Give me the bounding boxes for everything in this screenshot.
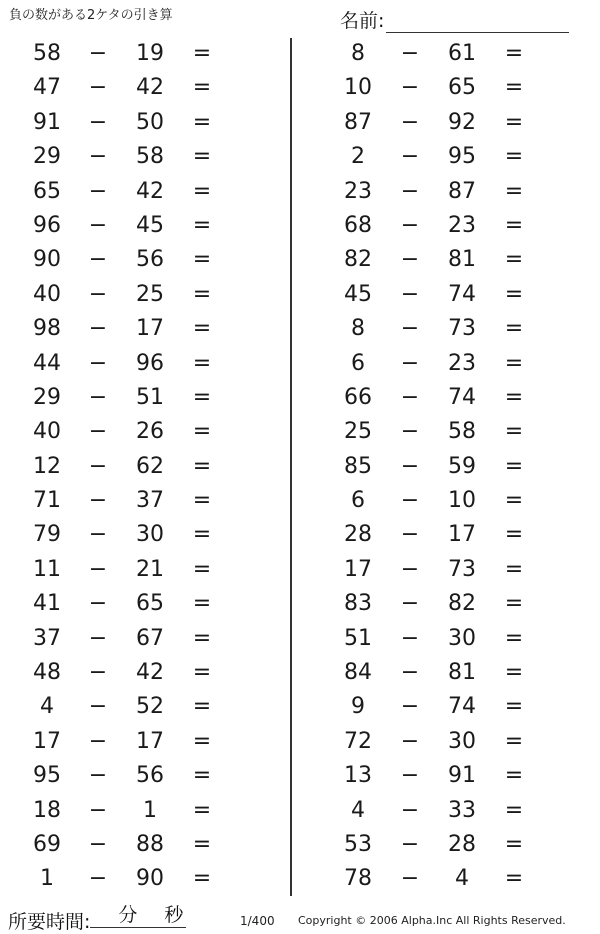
time-label: 所要時間: (8, 911, 91, 933)
minuend: 10 (344, 75, 372, 101)
minuend: 23 (344, 178, 372, 204)
minuend: 6 (351, 350, 365, 376)
equals-sign: = (504, 488, 524, 514)
minuend: 47 (33, 75, 61, 101)
minus-sign: − (400, 212, 420, 238)
subtrahend: 17 (136, 728, 164, 754)
minuend: 4 (351, 797, 365, 823)
minuend: 78 (344, 866, 372, 892)
subtrahend: 82 (448, 591, 476, 617)
subtrahend: 59 (448, 453, 476, 479)
subtrahend: 50 (136, 109, 164, 135)
minuend: 69 (33, 831, 61, 857)
minuend: 11 (33, 556, 61, 582)
minus-sign: − (88, 522, 108, 548)
equals-sign: = (504, 866, 524, 892)
equals-sign: = (504, 556, 524, 582)
minus-sign: − (400, 41, 420, 66)
minuend: 45 (344, 281, 372, 307)
subtrahend: 10 (448, 488, 476, 514)
minuend: 41 (33, 591, 61, 617)
minuend: 25 (344, 419, 372, 445)
subtrahend: 30 (448, 728, 476, 754)
minuend: 53 (344, 831, 372, 857)
minus-sign: − (400, 522, 420, 548)
minuend: 8 (351, 41, 365, 66)
equals-sign: = (192, 453, 212, 479)
subtrahend: 21 (136, 556, 164, 582)
minus-sign: − (88, 247, 108, 273)
equals-sign: = (192, 316, 212, 342)
name-label: 名前: (340, 10, 385, 32)
subtrahend: 17 (136, 316, 164, 342)
minuend: 51 (344, 625, 372, 651)
column-divider (290, 38, 292, 896)
equals-sign: = (504, 453, 524, 479)
equals-sign: = (504, 384, 524, 410)
equals-sign: = (192, 556, 212, 582)
equals-sign: = (192, 728, 212, 754)
equals-sign: = (192, 350, 212, 376)
equals-sign: = (192, 384, 212, 410)
subtrahend: 1 (143, 797, 157, 823)
minus-sign: − (88, 453, 108, 479)
minus-sign: − (400, 178, 420, 204)
minus-sign: − (88, 419, 108, 445)
subtrahend: 87 (448, 178, 476, 204)
minuend: 83 (344, 591, 372, 617)
minus-sign: − (88, 728, 108, 754)
minus-sign: − (88, 763, 108, 789)
subtrahend: 74 (448, 384, 476, 410)
subtrahend: 96 (136, 350, 164, 376)
subtrahend: 56 (136, 763, 164, 789)
minus-sign: − (88, 488, 108, 514)
minuend: 72 (344, 728, 372, 754)
equals-sign: = (504, 144, 524, 170)
minus-sign: − (400, 247, 420, 273)
minuend: 29 (33, 144, 61, 170)
minus-sign: − (400, 453, 420, 479)
equals-sign: = (504, 728, 524, 754)
minuend: 2 (351, 144, 365, 170)
equals-sign: = (504, 41, 524, 66)
minus-sign: − (400, 728, 420, 754)
minuend: 98 (33, 316, 61, 342)
minus-sign: − (88, 41, 108, 66)
subtrahend: 73 (448, 316, 476, 342)
minuend: 1 (40, 866, 54, 892)
equals-sign: = (504, 212, 524, 238)
minuend: 9 (351, 694, 365, 720)
minuend: 90 (33, 247, 61, 273)
equals-sign: = (192, 694, 212, 720)
minuend: 12 (33, 453, 61, 479)
minus-sign: − (400, 831, 420, 857)
minuend: 71 (33, 488, 61, 514)
minuend: 68 (344, 212, 372, 238)
equals-sign: = (504, 109, 524, 135)
minuend: 40 (33, 419, 61, 445)
subtrahend: 4 (455, 866, 469, 892)
subtrahend: 88 (136, 831, 164, 857)
time-required (8, 905, 186, 934)
subtrahend: 81 (448, 247, 476, 273)
subtrahend: 42 (136, 75, 164, 101)
minuend: 79 (33, 522, 61, 548)
minuend: 95 (33, 763, 61, 789)
minus-sign: − (88, 660, 108, 686)
minus-sign: − (400, 625, 420, 651)
equals-sign: = (504, 660, 524, 686)
equals-sign: = (192, 41, 212, 66)
subtrahend: 91 (448, 763, 476, 789)
minuend: 13 (344, 763, 372, 789)
minus-sign: − (400, 763, 420, 789)
equals-sign: = (192, 866, 212, 892)
minus-sign: − (400, 866, 420, 892)
subtrahend: 73 (448, 556, 476, 582)
minuend: 82 (344, 247, 372, 273)
worksheet-title: 負の数がある2ケタの引き算 (9, 8, 173, 23)
subtrahend: 62 (136, 453, 164, 479)
minus-sign: − (400, 797, 420, 823)
equals-sign: = (504, 247, 524, 273)
equals-sign: = (504, 694, 524, 720)
subtrahend: 42 (136, 660, 164, 686)
subtrahend: 30 (136, 522, 164, 548)
minus-sign: − (400, 350, 420, 376)
minus-sign: − (400, 316, 420, 342)
minuend: 66 (344, 384, 372, 410)
minus-sign: − (400, 109, 420, 135)
equals-sign: = (192, 75, 212, 101)
minus-sign: − (88, 831, 108, 857)
subtrahend: 65 (448, 75, 476, 101)
equals-sign: = (192, 488, 212, 514)
subtrahend: 19 (136, 41, 164, 66)
subtrahend: 95 (448, 144, 476, 170)
minuend: 96 (33, 212, 61, 238)
subtrahend: 61 (448, 41, 476, 66)
equals-sign: = (504, 178, 524, 204)
equals-sign: = (192, 419, 212, 445)
minuend: 8 (351, 316, 365, 342)
minus-sign: − (400, 75, 420, 101)
minuend: 4 (40, 694, 54, 720)
subtrahend: 74 (448, 281, 476, 307)
minuend: 87 (344, 109, 372, 135)
subtrahend: 65 (136, 591, 164, 617)
equals-sign: = (192, 109, 212, 135)
subtrahend: 92 (448, 109, 476, 135)
equals-sign: = (504, 350, 524, 376)
equals-sign: = (192, 522, 212, 548)
equals-sign: = (504, 763, 524, 789)
equals-sign: = (192, 625, 212, 651)
minuend: 65 (33, 178, 61, 204)
subtrahend: 56 (136, 247, 164, 273)
minuend: 17 (344, 556, 372, 582)
minus-sign: − (88, 178, 108, 204)
name-blank-line[interactable] (386, 14, 569, 33)
equals-sign: = (192, 178, 212, 204)
minuend: 44 (33, 350, 61, 376)
equals-sign: = (192, 281, 212, 307)
minuend: 48 (33, 660, 61, 686)
minus-sign: − (400, 591, 420, 617)
time-blank-line[interactable] (90, 905, 186, 928)
minuend: 91 (33, 109, 61, 135)
page-number: 1/400 (240, 914, 275, 928)
minus-sign: − (400, 384, 420, 410)
subtrahend: 33 (448, 797, 476, 823)
minutes-unit: 分 (118, 904, 138, 926)
minus-sign: − (88, 591, 108, 617)
minus-sign: − (88, 316, 108, 342)
subtrahend: 23 (448, 350, 476, 376)
equals-sign: = (504, 419, 524, 445)
subtrahend: 37 (136, 488, 164, 514)
equals-sign: = (504, 75, 524, 101)
equals-sign: = (504, 316, 524, 342)
minus-sign: − (88, 866, 108, 892)
minuend: 29 (33, 384, 61, 410)
minus-sign: − (88, 109, 108, 135)
name-field (340, 6, 569, 33)
equals-sign: = (504, 797, 524, 823)
equals-sign: = (192, 660, 212, 686)
equals-sign: = (192, 797, 212, 823)
minus-sign: − (400, 694, 420, 720)
minus-sign: − (400, 281, 420, 307)
minus-sign: − (88, 625, 108, 651)
minus-sign: − (400, 144, 420, 170)
equals-sign: = (192, 763, 212, 789)
subtrahend: 51 (136, 384, 164, 410)
subtrahend: 23 (448, 212, 476, 238)
minus-sign: − (88, 144, 108, 170)
equals-sign: = (192, 831, 212, 857)
subtrahend: 52 (136, 694, 164, 720)
equals-sign: = (504, 625, 524, 651)
subtrahend: 17 (448, 522, 476, 548)
minus-sign: − (400, 660, 420, 686)
minus-sign: − (400, 488, 420, 514)
minuend: 6 (351, 488, 365, 514)
seconds-unit: 秒 (164, 904, 184, 926)
minus-sign: − (400, 419, 420, 445)
subtrahend: 25 (136, 281, 164, 307)
minuend: 18 (33, 797, 61, 823)
subtrahend: 58 (136, 144, 164, 170)
minus-sign: − (88, 797, 108, 823)
minus-sign: − (88, 384, 108, 410)
equals-sign: = (504, 522, 524, 548)
equals-sign: = (192, 212, 212, 238)
minus-sign: − (88, 212, 108, 238)
subtrahend: 81 (448, 660, 476, 686)
subtrahend: 42 (136, 178, 164, 204)
minus-sign: − (88, 281, 108, 307)
minus-sign: − (88, 556, 108, 582)
equals-sign: = (504, 831, 524, 857)
equals-sign: = (504, 591, 524, 617)
minus-sign: − (88, 694, 108, 720)
subtrahend: 58 (448, 419, 476, 445)
minus-sign: − (400, 556, 420, 582)
copyright-notice: Copyright © 2006 Alpha.Inc All Rights Reserved. (298, 914, 566, 927)
equals-sign: = (192, 144, 212, 170)
subtrahend: 90 (136, 866, 164, 892)
minuend: 84 (344, 660, 372, 686)
minus-sign: − (88, 75, 108, 101)
subtrahend: 67 (136, 625, 164, 651)
minus-sign: − (88, 350, 108, 376)
minuend: 28 (344, 522, 372, 548)
subtrahend: 28 (448, 831, 476, 857)
minuend: 85 (344, 453, 372, 479)
subtrahend: 30 (448, 625, 476, 651)
minuend: 17 (33, 728, 61, 754)
subtrahend: 45 (136, 212, 164, 238)
minuend: 58 (33, 41, 61, 66)
equals-sign: = (192, 591, 212, 617)
equals-sign: = (192, 247, 212, 273)
equals-sign: = (504, 281, 524, 307)
minuend: 37 (33, 625, 61, 651)
minuend: 40 (33, 281, 61, 307)
subtrahend: 26 (136, 419, 164, 445)
subtrahend: 74 (448, 694, 476, 720)
